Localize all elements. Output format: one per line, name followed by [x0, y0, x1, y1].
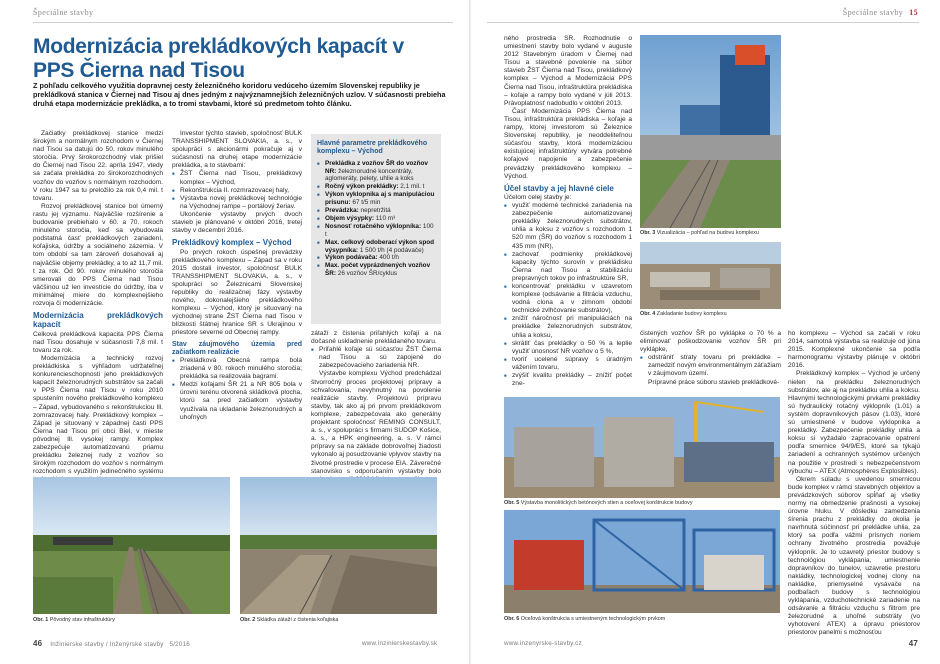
list-item: ■ ŽST Čierna nad Tisou, prekládkový komplex – Východ, — [180, 170, 302, 186]
page-number: 47 — [908, 639, 918, 648]
footer-right — [909, 640, 918, 649]
article-title: Modernizácia prekládkových kapacít v PPS Čierna nad Tisou — [33, 35, 404, 82]
paragraph: ného prostredia SR. Rozhodnutie o umiestnení stavby bolo vydané v auguste 2012 Stavebným úradom v Čiernej nad Tisou a stavebné povolenie na súbor stavieb ŽST Čierna nad Tisou, prekládkový komplex – Východ a Modernizácia PPS Čierna nad Tisou, infraštruktúra prekládiska – koľaje a rampy bolo vydané v júli 2013. Právoplatnosť nadobudlo v októbri 2013. — [504, 35, 632, 107]
text-column-6 — [788, 330, 920, 638]
page-number: 46 — [33, 639, 43, 648]
subheading: Modernizácia prekládkových kapacít — [33, 311, 163, 330]
text-column-4 — [504, 35, 632, 388]
footer-left — [33, 640, 190, 649]
paragraph: Prekládkový komplex – Východ je určený nielen na prekládku železnorudných substrátov, ale aj na prekládku uhlia a koksu. Hlavnými technologickými prvkami prekládky sú hydraulický rotačný výklopník (1.01) a systém dopravníkových pásov (1.03), ktoré sú umiestnené v budove vyklopnika a prekládky. Zabezpečenie prekládky uhlia a koksu si vyžadalo zapracovanie opatrení podľa smernice 94/9/ES, ktoré sa týkajú zariadení a ochranných systémov určených na použitie v prostredí s nebezpečenstvom výbuchu – ATEX (Atmosphères Explosibles). — [788, 370, 920, 475]
text-column-2 — [172, 130, 302, 422]
photo-visualization-building — [640, 35, 781, 228]
paragraph: Výstavbe komplexu Východ predchádzal štvorročný proces projektovej prípravy a schvaľovania, nevyhnutný na povolenie realizácie stavby. Projektovú prípravu stavby, tak ako aj pri prvom prekládkovom komplexe, zabezpečovala ako generálny projektant spoločnosť REMING CONSULT, a. s., v spolupráci s firmami SUDOP Košice, a. s., a HPK engineering, a. s. V rámci prípravy sa na základe dobrovoľnej žiadosti vykonalo aj posudzovanie vplyvov stavby na životné prostredie v procese EIA. Záverečné stanovisko s odporučaním výstavby bolo — [311, 370, 441, 475]
paragraph: Investor týchto stavieb, spoločnosť BULK TRANSSHIPMENT SLOVAKIA, a. s., v spolupráci s akcionármi pokračuje aj v súčasnosti na druhej etape modernizácie prekládka, a to stavbami: — [172, 130, 302, 170]
parameter-item: ■ Prevádzka: nepretržitá — [325, 207, 435, 215]
parameter-item: ■ Výkon vyklopnika aj s manipuláciou prísunu: 67 t/5 min — [325, 191, 435, 207]
footer-url-left: www.inzinierskestavby.sk — [362, 640, 438, 647]
figure-caption: Obr. 1 Pôvodný stav infraštruktúry — [33, 617, 115, 623]
parameter-item: ■ Max. počet vyprázdnených vozňov ŠR: 26 vozňov ŠR/cyklus — [325, 262, 435, 278]
parameter-item: ■ Objem výsypky: 110 m³ — [325, 215, 435, 223]
photo-original-infrastructure — [33, 477, 230, 614]
list-item: ■ Medzi koľajami ŠR 21 a NR 805 bola v úrovni terénu otvorená skládková plocha, ktorú sa pred začiatkom výstavby využívala na ukladanie železnorudných a uhoľných — [180, 381, 302, 421]
list-item: ■ Rekonštrukcia II. rozmrazovacej haly, — [180, 187, 302, 195]
photo-track-waste-dump — [240, 477, 437, 614]
journal-name: Inžinierske stavby / Inženýrské stavby — [50, 641, 164, 648]
text-column-5 — [640, 330, 781, 387]
bullet-list — [311, 346, 441, 370]
bullet-list — [172, 357, 302, 422]
paragraph: Modernizácia a technický rozvoj prekládkiska s výhľadom udržateľnej konkurencieschopnosti jeho prekládkových kapacít železnorudných substrátov sa začali v PPS Čierna nad Tisou v roku 2010 spustením nového prekládkového komplexu – Západ, vybudovaného s rekonštrukciou Ill. zomrazovacej haly. Prekládkový komplex – Západ je situovaný v západnej časti PPS Čierna nad Tisou pri obci Biel, v mieste pôvodnej Ill. vysokej rampy. Komplex zabezpečuje automatizovanú priamu prekládku železnej rudy z vozňov so širokým rozchodom do vozňov s normálnym rozchodom s využitím jedinečného systému — [33, 354, 163, 476]
paragraph: Celková prekládková kapacita PPS Čierna nad Tisou dosahuje v súčasnosti 7,8 mil. t tovaru za rok. — [33, 330, 163, 354]
article-lead: Z pohľadu celkového využitia dopravnej cesty železničného koridoru vedúceho územím Slovenskej republiky je prekládková stanica v Čiernej nad Tisou aj dnes jedným z najvýznamnejších železničných uzlov. V súčasnosti prebieha druhá etapa modernizácie prekládka, a to tromi stavbami, ktoré sú predmetom tohto článku. — [33, 81, 446, 108]
paragraph: Účelom celej stavby je: — [504, 193, 572, 201]
list-item: ■ zvýšiť kvalitu prekládky – znížiť počet zne- — [512, 372, 632, 388]
paragraph: Okrem súladu s uvedenou smernicou bude komplex v rámci stavebných objektov a prevádzkových súborov spĺňať aj všetky normy na obmedzenie prašnosti a vysokej úrovne hluku. V dôsledku zamedzenia šírenia prachu z prekládky do okolia je navrhnutá súčinnosť pri prekládke uhlia, za ktorý sa podľa vážmi prísnych noriem ochrany životného prostredia považuje výklopník. Je to uzavretý priestor budovy s technológiou vyklápania, umiestnenie dopravníkov do tunelov, uzavretie prestoru nakládky, technologickej vodnej clony na nakládke, priemyselné vysávače na podbaľach budovy s technológiou vyklápania, vzduchotechnické zariadenie na odsávanie a filtráciu vzduchu s filtrom pre železorudné a uhoľné substráty (vo vyhotovení ATEX) a úpravu priestorov priestorov panelmi s možnosťou — [788, 475, 920, 637]
subheading: Stav záujmového územia pred začiatkom realizácie — [172, 340, 302, 356]
text-column-1 — [33, 130, 163, 493]
right-page — [470, 0, 940, 664]
list-item: ■ Prekládková Obecná rampa bola zriadená v 80. rokoch minulého storočia; prekládka sa realizovala bagrami. — [180, 357, 302, 381]
parameters-list — [317, 160, 435, 279]
figure-caption: Obr. 3 Vizualizácia – pohľad na budovu komplexu — [640, 230, 759, 236]
parameter-item: ■ Ročný výkon prekládky: 2,1 mil. t — [325, 183, 435, 191]
list-item: ■ zachovať podmienky prekládkovej kapacity týchto surovín v prekládisku Čierna nad Tisou a stabilizáciu prepravných tokov po infraštruktúre SR, — [512, 251, 632, 283]
paragraph: Rozvoj prekládkovej stanice bol úmerný rastu jej významu. Najväčšie rozšírenie a budovanie prebiehalo v 60. a 70. rokoch minulého storočia, keď sa vybudovala podstatná časť prekládkových zariadení, koľajiska, údržby a sociálneho zázemia. V tom období sa tam zároveň dosahovali aj najväčšie objemy prekládky, a to až 11,7 mil. t za rok. Od 90. rokov minulého storočia smerovali do PPS Čierna nad Tisou väčšinou už len investície do údržby, iba v minimálnej miere do komplexnejšieho rozvoja či modernizácie. — [33, 202, 163, 307]
paragraph: čistených vozňov ŠR po vyklápke o 70 % a eliminovať poškodzovanie vozňov ŠR pri vyklápke, — [640, 330, 781, 354]
section-icon: 15 — [909, 8, 918, 17]
parameter-item: ■ Max. celkový odoberací výkon spod výsypníka: 1 500 t/h (4 podávače) — [325, 239, 435, 255]
parameter-item: ■ Výkon podávača: 400 t/h — [325, 254, 435, 262]
parameter-item: ■ Nosnosť rotačného výklopníka: 100 t — [325, 223, 435, 239]
list-item: ■ odstrániť straty tovaru pri prekládke – zamedziť novým environmentálnym záťažiam v záujmovom území. — [648, 354, 781, 378]
figure-caption: Obr. 6 Oceľová konštrukcia s umiestneným technologickým prvkom — [504, 616, 666, 622]
parameter-item: ■ Prekládka z vozňov ŠR do vozňov NR: železnorudné koncentráty, aglomeráty, pelety, uhlie a koks — [325, 160, 435, 184]
photo-foundation — [640, 242, 781, 309]
list-item: ■ Výstavba novej prekládkovej technológie na Východnej rampe – portálový žeriav. — [180, 195, 302, 211]
paragraph: Po prvých rokoch úspešnej prevádzky prekládkového komplexu – Západ sa v roku 2015 dostali investor, spoločnosť BULK TRANSSHIPMENT SLOVAKIA, a. s., v spolupráci so Železnicami Slovenskej republiky do realizačnej fázy výstavby nového, dokonalejšieho prekládkového komplexu – Východ, ktorý je situovaný na východnej strane ŽST Čierna nad Tisou v blízkosti štátnej hranice SR s Ukrajinou v priestore severne od Obecnej rampy. — [172, 248, 302, 337]
paragraph: Časť Modernizácia PPS Čierna nad Tisou, infraštruktúra prekládiska – koľaje a rampy, ktorej investorom sú Železnice Slovenskej republiky, je neoddeliteľnou súčasťou stavby, ktorá modernizáciou existujúcej infraštruktúry vytvára potrebné koľajové napojenie a zabezpečenie prevádzky prekládkového komplexu – Východ. — [504, 107, 632, 180]
bullet-list — [504, 202, 632, 388]
section-header-left: Špeciálne stavby — [33, 8, 94, 17]
photo-monolithic-walls — [504, 397, 780, 498]
footer-url-right: www.inzenyrske-stavby.cz — [504, 640, 582, 647]
bullet-list — [640, 354, 781, 378]
figure-caption: Obr. 4 Zakladanie budovy komplexu — [640, 311, 727, 317]
paragraph: Prípravné práce súboru stavieb prekládkové- — [648, 378, 780, 386]
box-title: Hlavné parametre prekládkového komplexu – Východ — [317, 140, 428, 156]
list-item: ■ skrátiť čas prekládky o 50 % a leplie využiť únosnosť NR vozňov o 5 %, — [512, 340, 632, 356]
header-rule — [33, 22, 453, 23]
figure-caption: Obr. 2 Skládka zátaží z čistenia koľajiska — [240, 617, 339, 623]
header-rule — [487, 22, 919, 23]
issue-number: 5/2016 — [169, 641, 190, 648]
list-item: ■ využiť moderné technické zariadenia na zabezpečenie automatizovanej prekládky železnorudných substrátov, uhlia a koksu z vozňov s rozchodom 1 520 mm (ŠR) do vozňov s rozchodom 1 435 mm (NR), — [512, 202, 632, 251]
paragraph: Začiatky prekládkovej stanice medzi širokým a normálnym rozchodom v Čiernej nad Tisou sa datujú do 50. rokov minulého storočia. Prvý širokorozchodný vlak prišiel do Čiernej nad Tisou 22. apríla 1947, vtedy sa začala prekládka zo širokorozchodných vozňov do vozňov s normálnym rozchodom. V roku 1947 sa tu preložilo za rok 0,4 mil. t tovaru. — [33, 130, 163, 202]
photo-steel-structure — [504, 510, 780, 613]
list-item: ■ tvoriť ucelené súpravy s úradným vážením tovaru, — [512, 356, 632, 372]
section-header-right: Špeciálne stavby 15 — [842, 8, 918, 17]
paragraph: Ukončenie výstavby prvých dvoch stavieb je plánované v októbri 2016, tretej stavby v decembri 2016. — [172, 210, 302, 235]
list-item: ■ znížiť náročnosť pri manipuláciách na prekládke železnorudných substrátov, uhlia a koksu, — [512, 315, 632, 339]
list-item: ■ koncentrovať prekládku v uzavretom komplexe (odsávanie a filtrácia vzduchu, vodná clona a v zimnom období technické zvlhčovanie substrátov), — [512, 283, 632, 315]
paragraph: ho komplexu – Východ sa začali v roku 2014, samotná výstavba sa realizuje od júna 2015. Komplexné ukončenie sa podľa harmonogramu výstavby plánuje v októbri 2016. — [788, 330, 920, 370]
paragraph: zátaží z čistenia priľahlých koľají a na dočasné uskladnenie prekládaného tovaru. — [311, 330, 441, 346]
subheading: Účel stavby a jej hlavné ciele — [504, 183, 614, 193]
figure-caption: Obr. 5 Výstavba monolitických betónových stien a oceľovej konštrukcie budovy — [504, 500, 693, 506]
text-column-3 — [311, 330, 441, 484]
parameters-box — [311, 134, 441, 324]
subheading: Prekládkový komplex – Východ — [172, 238, 292, 248]
list-item: ■ Priľahlé koľaje sú súčasťou ŽST Čierna nad Tisou a sú zapojené do zabezpečovacieho zariadenia NR. — [319, 346, 441, 370]
bullet-list — [172, 170, 302, 210]
